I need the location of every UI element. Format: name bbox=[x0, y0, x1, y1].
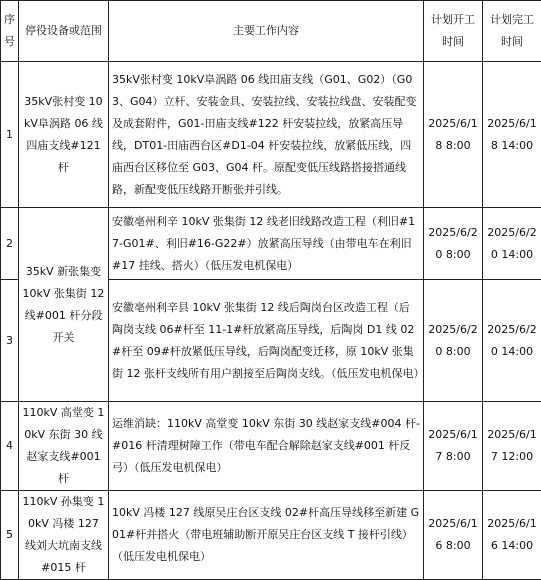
row-start-time: 2025/6/17 8:00 bbox=[424, 402, 483, 491]
header-end-time: 计划完工时间 bbox=[483, 1, 541, 62]
row-end-time: 2025/6/16 14:00 bbox=[483, 491, 541, 580]
row-content: 10kV 冯楼 127 线原吴庄台区支线 02#杆高压导线移至新建 G01#杆并搭火（带电班辅助断开原吴庄台区支线 T 接杆引线）（低压发电机保电） bbox=[109, 491, 424, 580]
table-header-row bbox=[1, 1, 541, 62]
row-equipment: 35kV张村变 10kV阜涡路 06 线四庙支线#121 杆 bbox=[19, 62, 109, 208]
header-start-time: 计划开工时间 bbox=[424, 1, 483, 62]
row-seq: 5 bbox=[1, 491, 19, 580]
header-seq: 序号 bbox=[1, 1, 19, 62]
header-content: 主要工作内容 bbox=[109, 1, 424, 62]
row-start-time: 2025/6/18 8:00 bbox=[424, 62, 483, 208]
row-seq: 2 bbox=[1, 208, 19, 280]
row-start-time: 2025/6/20 8:00 bbox=[424, 208, 483, 280]
row-content: 安徽亳州利辛 10kV 张集街 12 线老旧线路改造工程（利旧#17-G01#、利旧#16-G22#）放紧高压导线（由带电车在利旧#17 挂线、搭火）（低压发电机保电） bbox=[109, 208, 424, 280]
row-equipment-merged: 35kV 新张集变 10kV 张集街 12 线#001 杆分段开关 bbox=[19, 208, 109, 402]
row-content: 安徽亳州利辛县 10kV 张集街 12 线后陶岗台区改造工程（后陶岗支线 06#杆至 11-1#杆放紧高压导线，后陶岗 D1 线 02#杆至 09#杆放紧低压导线，后陶岗配变迁移，原 10kV 张集街 12 张杆支线所有用户割接至后陶岗支线。（低压发电机保电） bbox=[109, 280, 424, 402]
table-row bbox=[1, 402, 541, 491]
row-end-time: 2025/6/20 14:00 bbox=[483, 280, 541, 402]
row-start-time: 2025/6/20 8:00 bbox=[424, 280, 483, 402]
row-content: 35kV张村变 10kV阜涡路 06 线田庙支线（G01、G02）（G03、G04）立杆、安装金具、安装拉线、安装拉线盘、安装配变及成套附件，G01-田庙支线#122 杆安装拉线，放紧高压导线，DT01-田庙西台区#D1-04 杆安装拉线，放紧低压线，四庙西台区移位至 G03、G04 杆。原配变低压线路搭接搭通线路，新配变低压线路开断张并引线。 bbox=[109, 62, 424, 208]
table-row bbox=[1, 62, 541, 208]
row-end-time: 2025/6/17 12:00 bbox=[483, 402, 541, 491]
row-seq: 4 bbox=[1, 402, 19, 491]
header-equipment: 停役设备或范围 bbox=[19, 1, 109, 62]
table-row bbox=[1, 208, 541, 280]
row-seq: 3 bbox=[1, 280, 19, 402]
row-end-time: 2025/6/20 14:00 bbox=[483, 208, 541, 280]
table-row bbox=[1, 491, 541, 580]
row-content: 运维消缺：110kV 高堂变 10kV 东街 30 线赵家支线#004 杆-#016 杆清理树障工作（带电车配合解除赵家支线#001 杆反弓）（低压发电机保电） bbox=[109, 402, 424, 491]
row-seq: 1 bbox=[1, 62, 19, 208]
row-equipment: 110kV 高堂变 10kV 东街 30 线赵家支线#001 杆 bbox=[19, 402, 109, 491]
row-end-time: 2025/6/18 14:00 bbox=[483, 62, 541, 208]
row-equipment: 110kV 孙集变 10kV 冯楼 127 线刘大坑南支线#015 杆 bbox=[19, 491, 109, 580]
row-start-time: 2025/6/16 8:00 bbox=[424, 491, 483, 580]
